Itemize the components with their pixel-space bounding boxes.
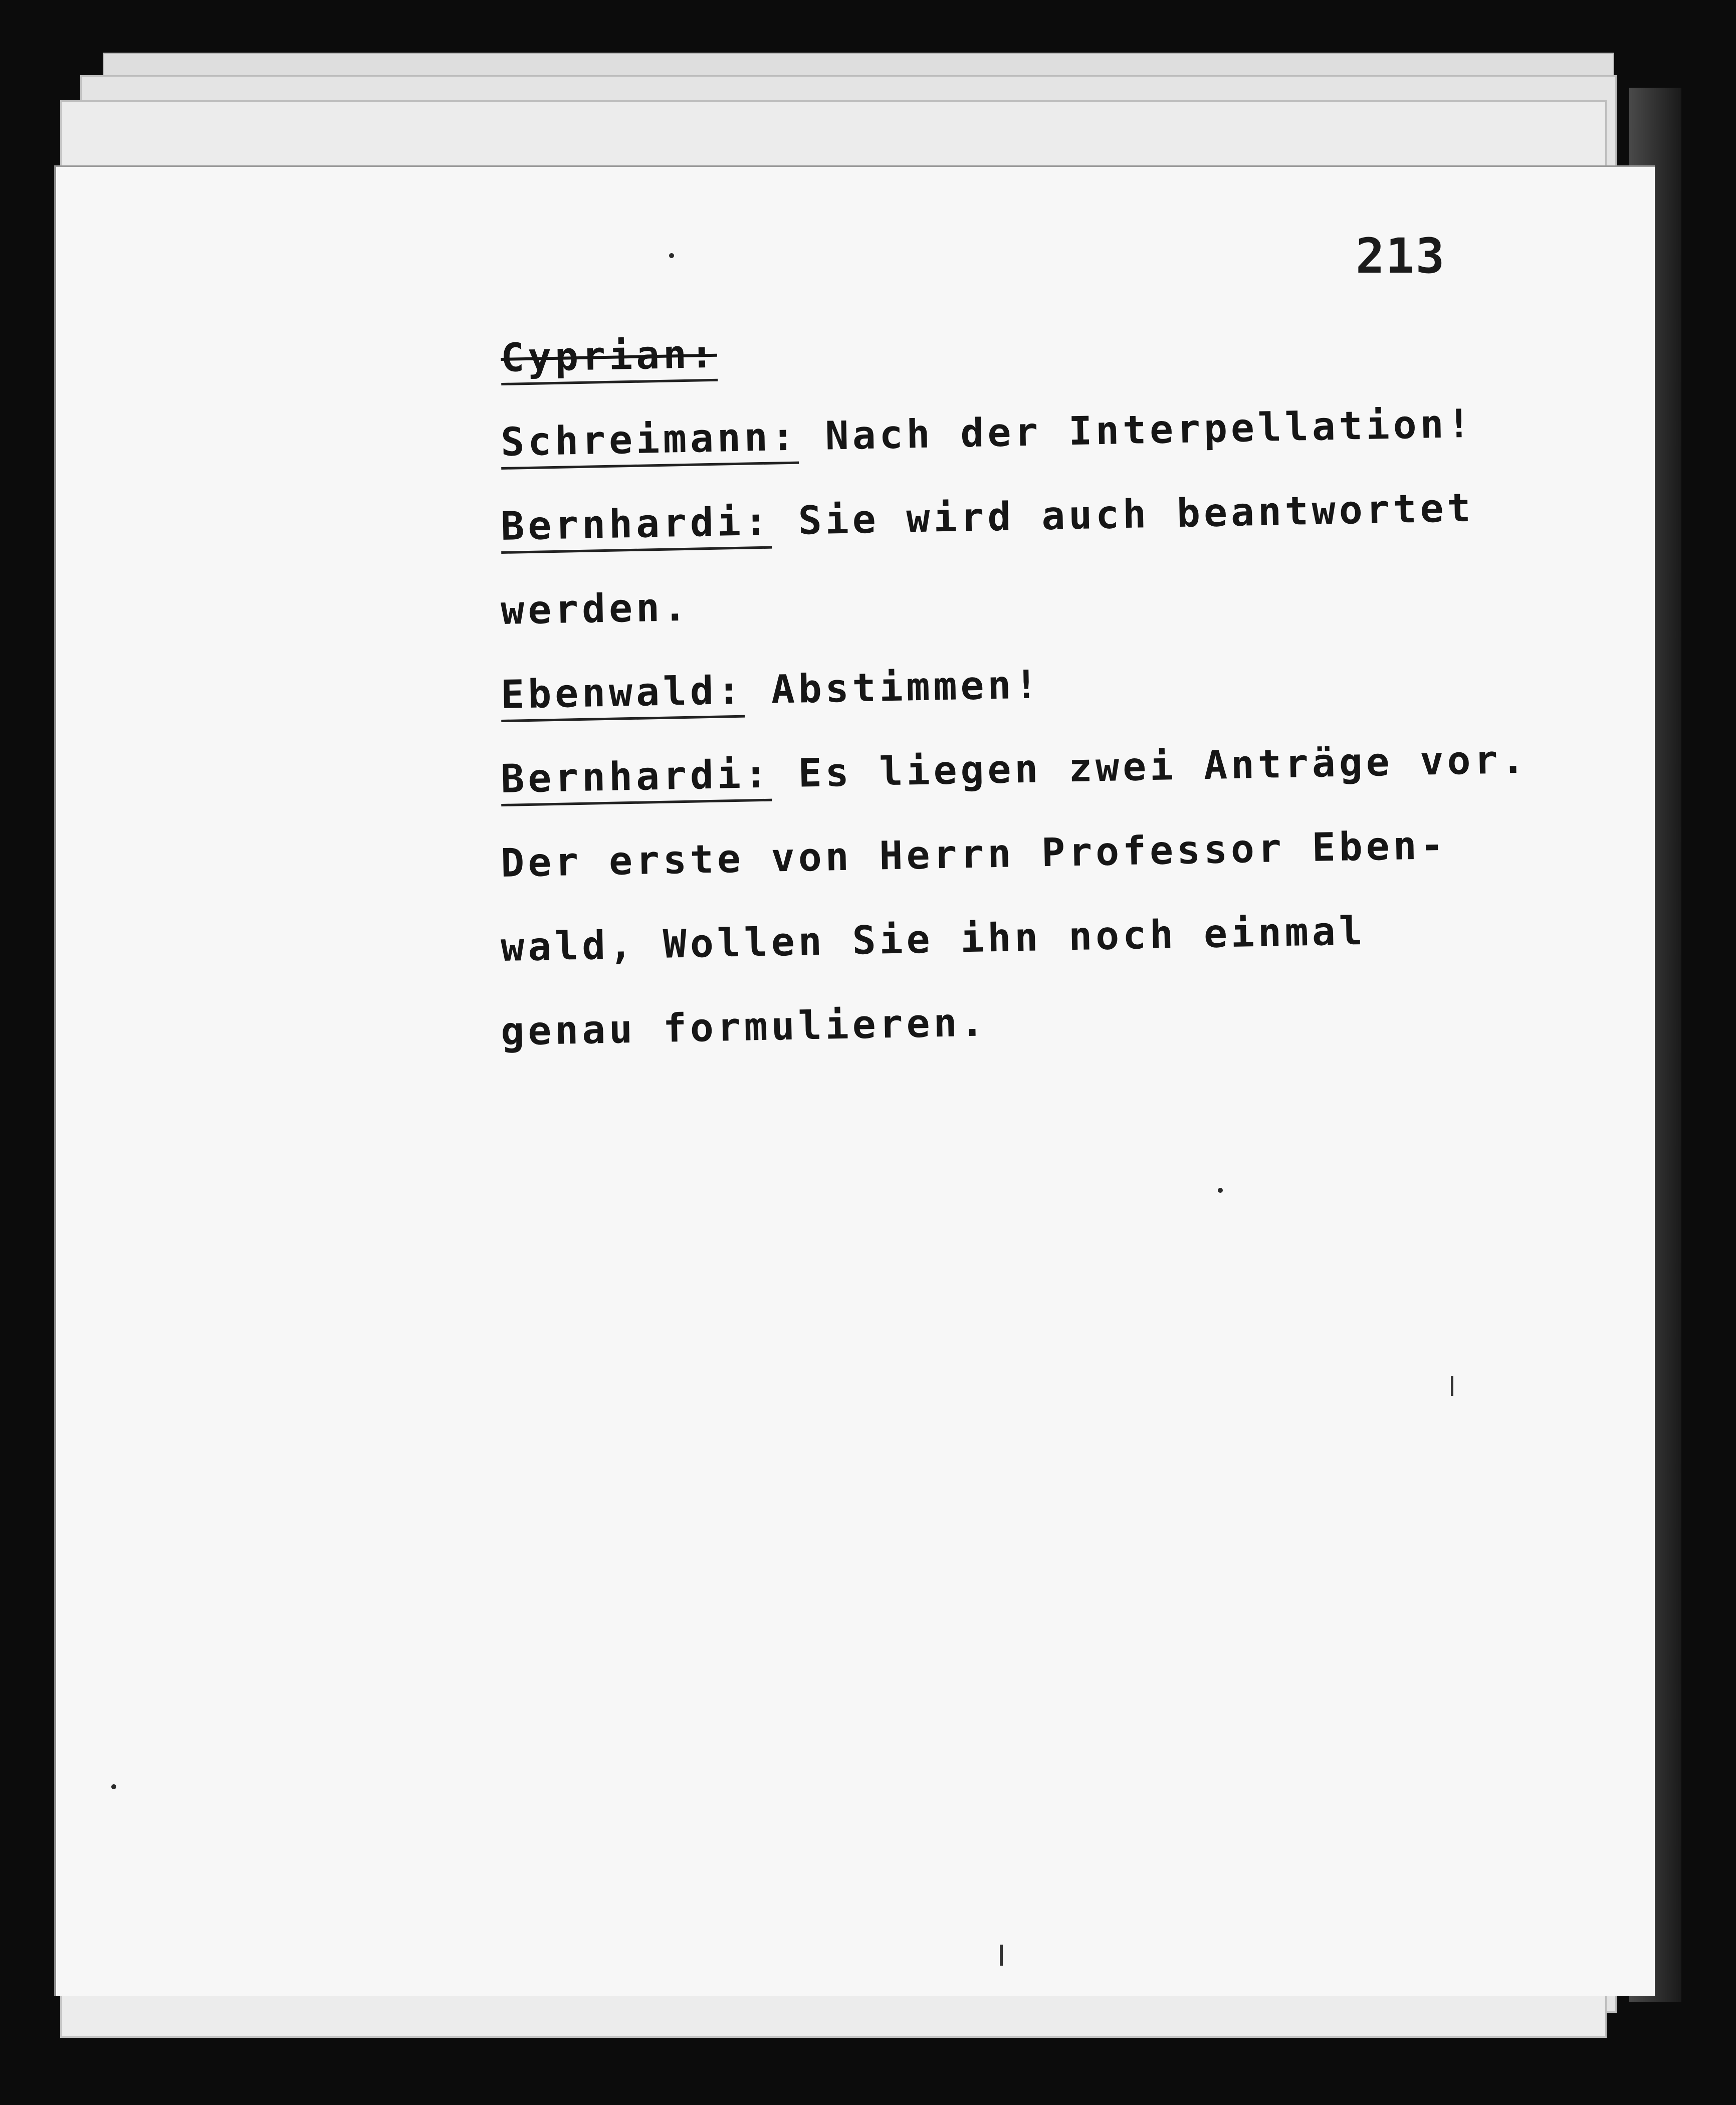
margin-mark xyxy=(1451,1376,1453,1396)
margin-mark xyxy=(1000,1945,1003,1966)
speaker-name: Ebenwald: xyxy=(500,668,744,722)
dialogue-text: genau formulieren. xyxy=(500,1000,988,1055)
speaker-name: Bernhardi: xyxy=(500,752,771,806)
dialogue-text: wald, Wollen Sie ihn noch einmal xyxy=(500,908,1367,970)
dialogue-text: werden. xyxy=(500,584,691,634)
dialogue-text: Sie wird auch beantwortet xyxy=(770,485,1475,544)
speaker-name: Bernhardi: xyxy=(500,499,771,554)
scan-speck xyxy=(1218,1188,1223,1193)
dialogue-text: Nach der Interpellation! xyxy=(797,401,1475,460)
scan-speck xyxy=(669,253,674,258)
page-number: 213 xyxy=(1356,228,1446,284)
dialogue-text: Der erste von Herrn Professor Eben- xyxy=(500,822,1448,886)
speaker-name: Schreimann: xyxy=(500,414,798,470)
dialogue-text: Abstimmen! xyxy=(743,662,1042,713)
dialogue-text: Es liegen zwei Anträge vor. xyxy=(770,737,1529,797)
speaker-name: Cyprian: xyxy=(500,332,718,385)
typed-dialogue xyxy=(500,331,1529,1094)
scan-speck xyxy=(111,1784,116,1789)
